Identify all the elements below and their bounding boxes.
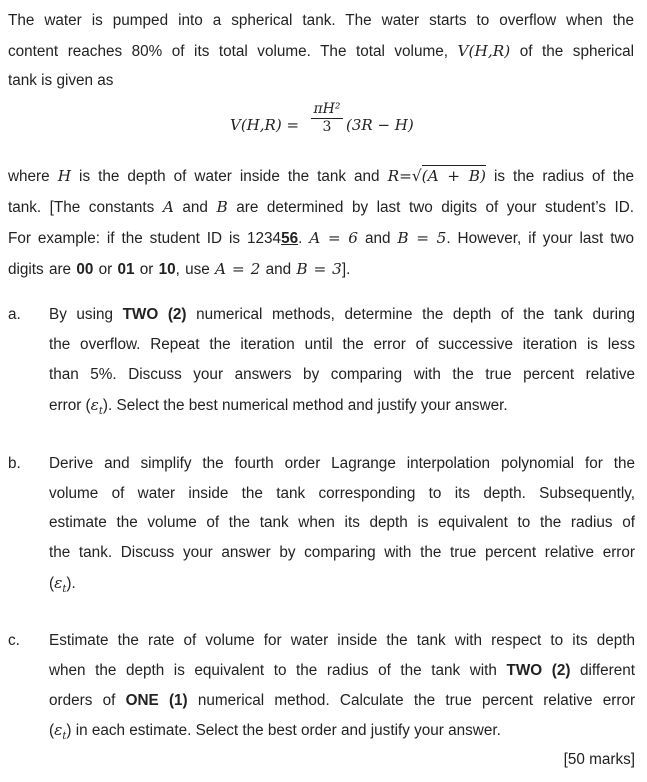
digits-10: 10 bbox=[158, 261, 176, 278]
item-a-line-2: the overflow. Repeat the iteration until the error of successive iteration is less bbox=[49, 336, 635, 353]
item-a-two-count: TWO (2) bbox=[122, 306, 187, 323]
where-line-3-and: and bbox=[364, 230, 391, 247]
true-error-symbol: $\varepsilon_t$ bbox=[54, 721, 67, 743]
where-line-4 bbox=[8, 260, 350, 279]
or-text-1: or bbox=[98, 261, 113, 278]
item-c-one-count: ONE (1) bbox=[125, 692, 188, 709]
radius-symbol: R= bbox=[387, 167, 412, 185]
intro-line-2-text-a: content reaches 80% of its total volume. The total volume, bbox=[8, 43, 448, 60]
item-c-marker: c. bbox=[8, 632, 20, 649]
sqrt-icon: √ bbox=[411, 167, 422, 185]
item-c-line-3 bbox=[49, 692, 635, 710]
item-c-line-4 bbox=[49, 721, 501, 742]
item-a-line-1 bbox=[49, 306, 635, 324]
item-a-line-3: than 5%. Discuss your answers by comparing with the true percent relative bbox=[49, 366, 635, 383]
item-b-line-3: estimate the volume of the tank when its depth is equivalent to the radius of bbox=[49, 514, 635, 531]
item-c-l2-text: when the depth is equivalent to the radius of the tank with bbox=[49, 662, 497, 679]
total-marks: [50 marks] bbox=[563, 751, 635, 768]
intro-line-1: The water is pumped into a spherical tank. The water starts to overflow when the bbox=[8, 12, 634, 29]
where-line-1 bbox=[8, 167, 634, 186]
item-a-l4-text: error ( bbox=[49, 397, 91, 414]
item-b-line-4: the tank. Discuss your answer by comparing with the true percent relative error bbox=[49, 544, 635, 561]
item-c-line-1: Estimate the rate of volume for water inside the tank with respect to its depth bbox=[49, 632, 635, 649]
where-line-1-tail: is the radius of the bbox=[493, 168, 635, 185]
item-b-line-2: volume of water inside the tank corresponding to its depth. Subsequently, bbox=[49, 485, 635, 502]
where-line-2-text-a: tank. [The constants bbox=[8, 199, 155, 216]
true-error-symbol: $\varepsilon_t$ bbox=[90, 396, 103, 418]
formula-denominator: 3 bbox=[322, 119, 332, 135]
use-text: , use bbox=[175, 261, 210, 278]
true-error-symbol: $\varepsilon_t$ bbox=[54, 574, 67, 596]
sqrt-argument: (A + B) bbox=[421, 167, 486, 185]
item-c-two-count: TWO (2) bbox=[506, 662, 571, 679]
and-text: and bbox=[265, 261, 292, 278]
or-text-2: or bbox=[139, 261, 154, 278]
example-a-value: A = 6 bbox=[309, 229, 358, 247]
item-b-line-5 bbox=[49, 574, 76, 595]
default-a-value: A = 2 bbox=[215, 260, 261, 278]
volume-function-symbol: V(H,R) bbox=[457, 42, 511, 60]
where-line-3 bbox=[8, 229, 634, 248]
where-line-2-and: and bbox=[182, 199, 208, 216]
depth-symbol: H bbox=[57, 167, 72, 185]
where-word: where bbox=[8, 168, 50, 185]
item-b-l5-open: ( bbox=[49, 575, 55, 592]
true-error-subscript: t bbox=[62, 584, 67, 596]
example-period: . bbox=[298, 230, 303, 247]
item-a-marker: a. bbox=[8, 306, 21, 323]
formula-numerator: πH² bbox=[313, 101, 341, 117]
where-line-2-text-c: are determined by last two digits of your student’s ID. bbox=[236, 199, 635, 216]
item-a-line-4 bbox=[49, 396, 508, 417]
example-b-group bbox=[397, 230, 634, 247]
item-c-line-2 bbox=[49, 662, 635, 680]
digits-00: 00 bbox=[76, 261, 94, 278]
where-line-1-text: is the depth of water inside the tank and bbox=[79, 168, 380, 185]
where-line-2 bbox=[8, 198, 634, 217]
item-b-line-1: Derive and simplify the fourth order Lagrange interpolation polynomial for the bbox=[49, 455, 635, 472]
example-id-prefix: For example: if the student ID is 1234 bbox=[8, 230, 282, 247]
digits-are-text: digits are bbox=[8, 261, 72, 278]
intro-line-2-text-b: of the spherical bbox=[519, 43, 635, 60]
item-c-l3-tail: numerical method. Calculate the true percent relative error bbox=[197, 692, 636, 709]
example-id-text bbox=[8, 230, 302, 247]
true-error-subscript: t bbox=[62, 731, 67, 743]
item-b-marker: b. bbox=[8, 455, 21, 472]
where-line-3-tail: . However, if your last two bbox=[446, 230, 635, 247]
digits-01: 01 bbox=[117, 261, 135, 278]
item-a-l4-tail: ). Select the best numerical method and justify your answer. bbox=[102, 397, 508, 414]
default-b-value: B = 3 bbox=[296, 260, 342, 278]
closing-bracket: ]. bbox=[341, 261, 351, 278]
item-a-l1-text: By using bbox=[49, 306, 113, 323]
item-b-l5-close: ). bbox=[66, 575, 76, 592]
item-c-l4-tail: ) in each estimate. Select the best order and justify your answer. bbox=[66, 722, 501, 739]
formula-lhs: V(H,R) = bbox=[230, 116, 300, 134]
example-b-value: B = 5 bbox=[397, 229, 447, 247]
constant-b-symbol: B bbox=[216, 198, 228, 216]
true-error-subscript: t bbox=[98, 406, 103, 418]
item-c-l3-text: orders of bbox=[49, 692, 116, 709]
intro-line-3: tank is given as bbox=[8, 72, 114, 89]
intro-line-2 bbox=[8, 42, 634, 61]
example-id-digits: 56 bbox=[281, 230, 299, 247]
formula-fraction bbox=[309, 102, 345, 135]
item-c-l2-tail: different bbox=[580, 662, 635, 679]
formula-tail: (3R − H) bbox=[346, 116, 414, 134]
item-c-l4-open: ( bbox=[49, 722, 55, 739]
radius-expression bbox=[388, 168, 486, 185]
item-a-l1-tail: numerical methods, determine the depth of the tank during bbox=[196, 306, 635, 323]
constant-a-symbol: A bbox=[162, 198, 174, 216]
